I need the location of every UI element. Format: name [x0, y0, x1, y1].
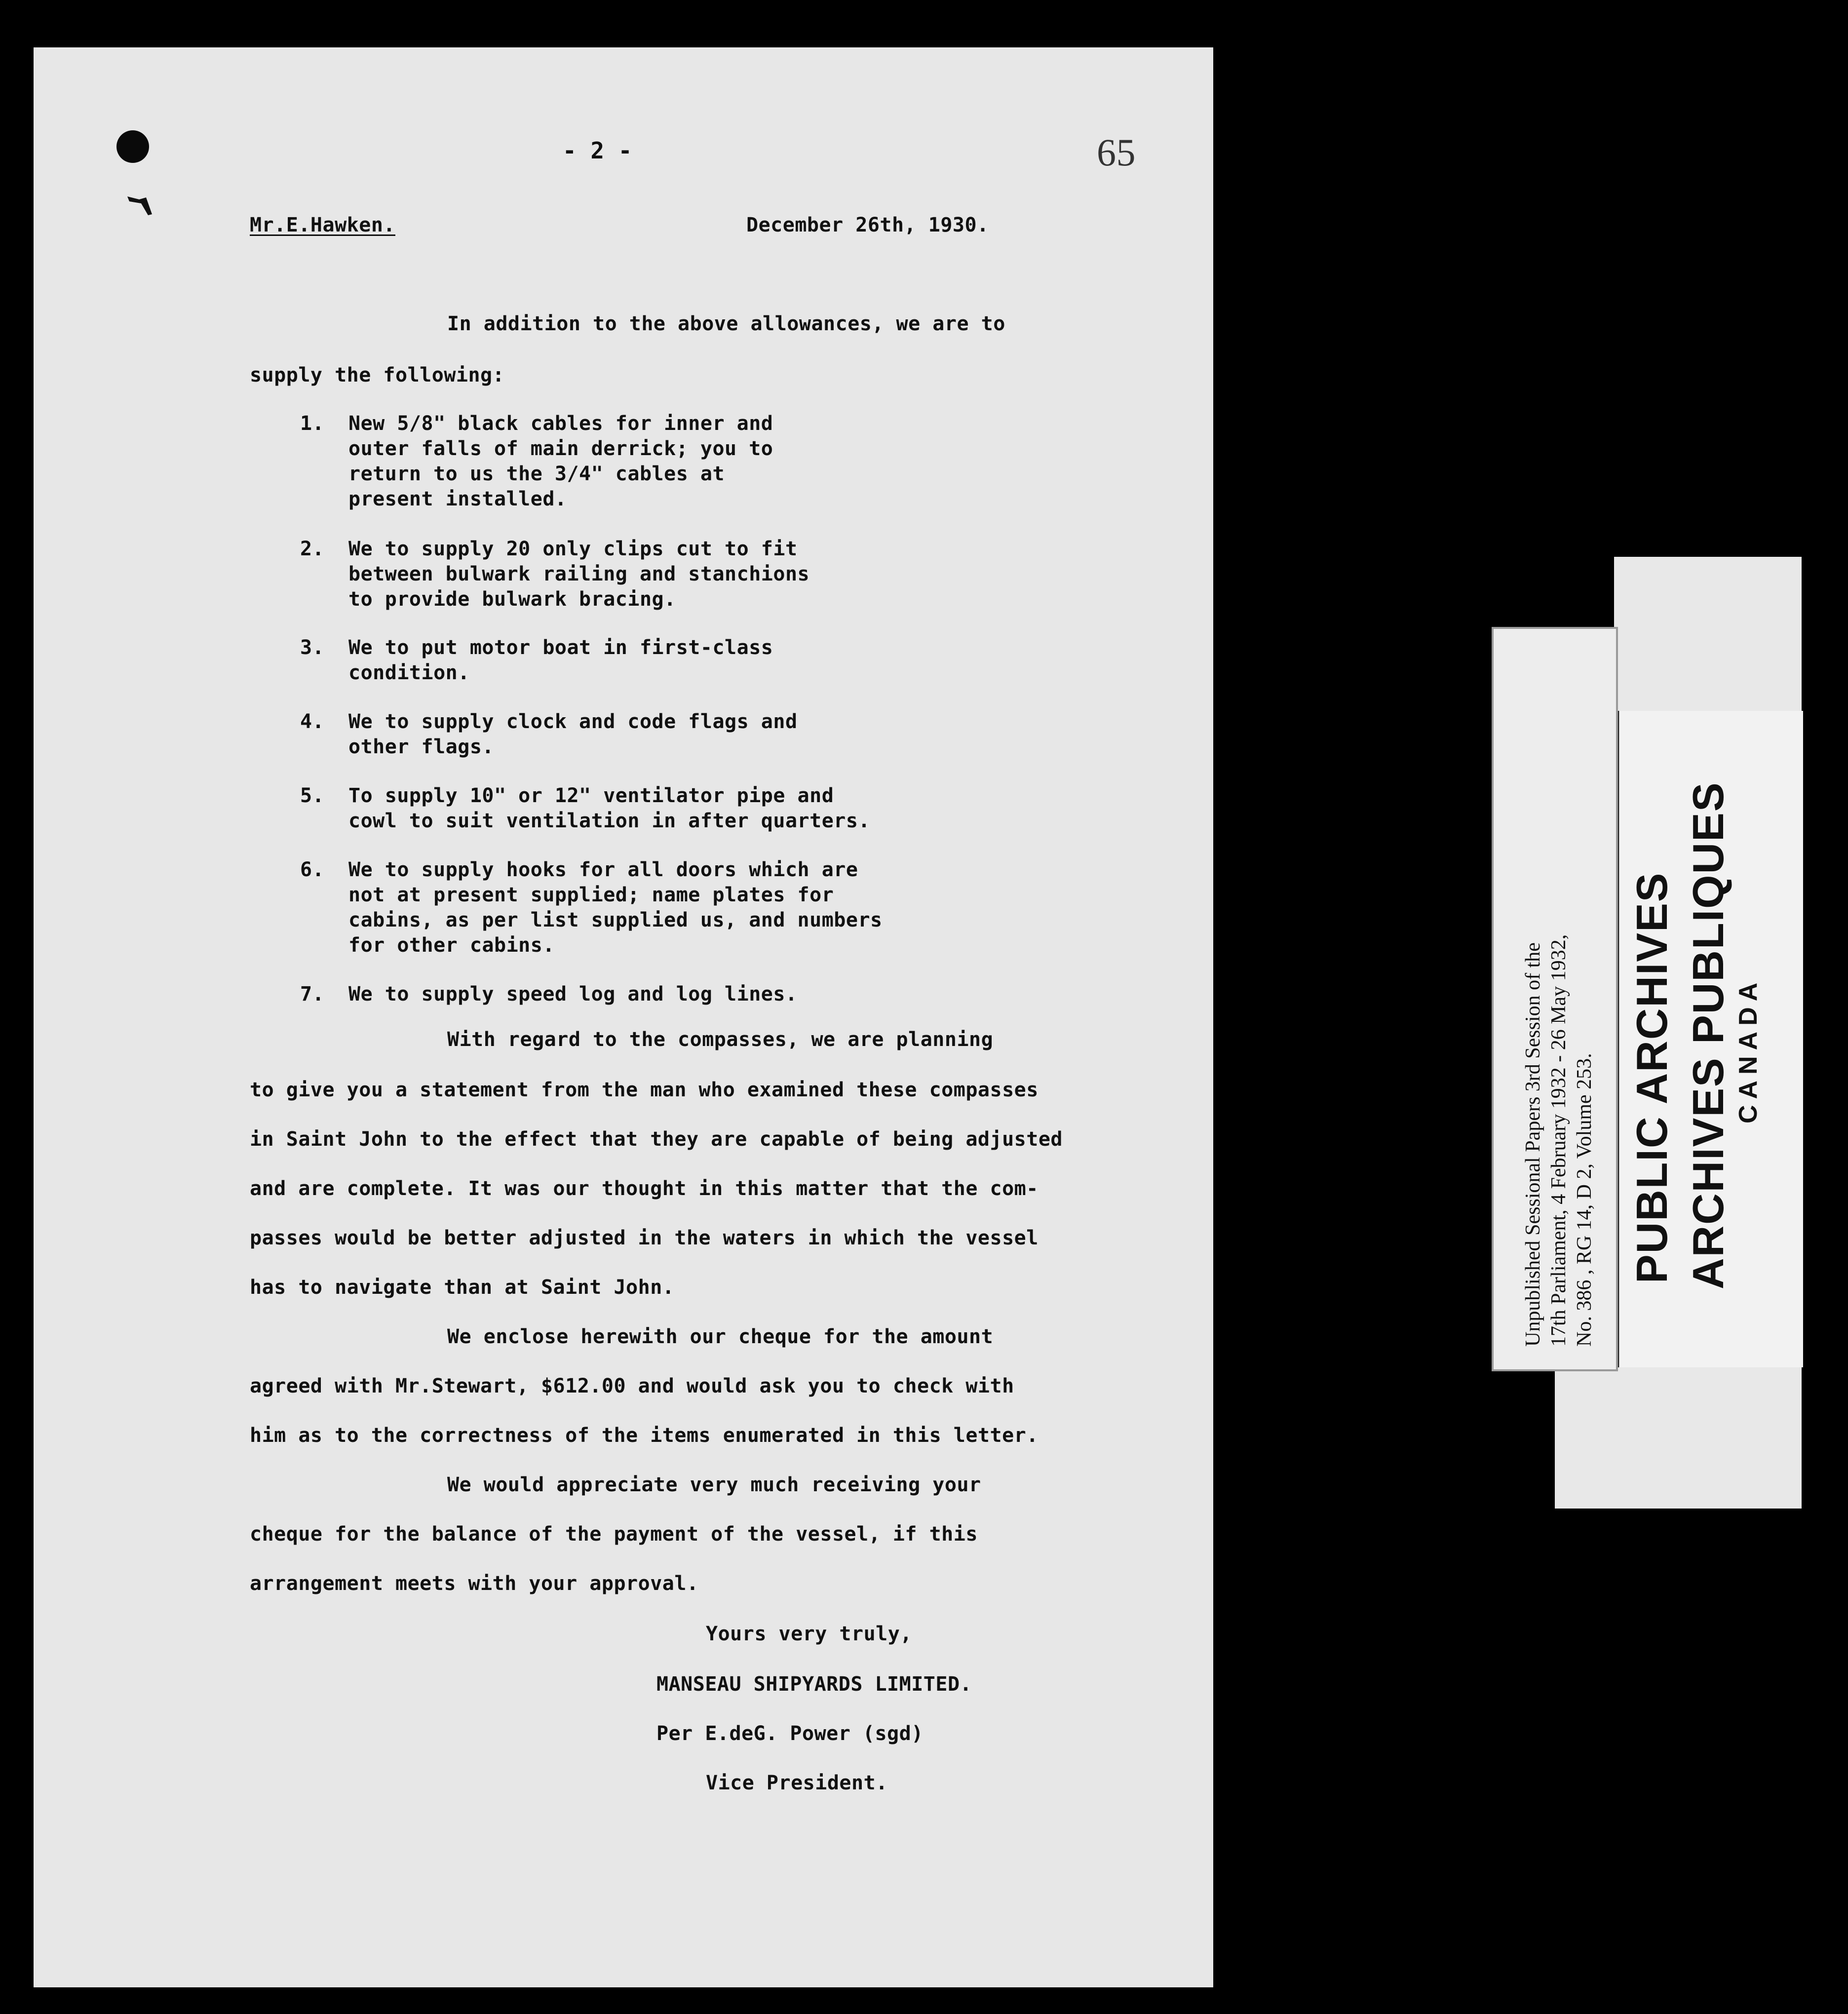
- punch-hole: [116, 130, 149, 163]
- list-item-line: cabins, as per list supplied us, and numbers: [348, 909, 883, 931]
- intro-line: supply the following:: [250, 364, 505, 387]
- list-item-line: We to supply hooks for all doors which are: [348, 858, 858, 881]
- folio-number: 65: [1097, 131, 1136, 174]
- list-item-line: between bulwark railing and stanchions: [348, 563, 810, 585]
- archive-label-line: Unpublished Sessional Papers 3rd Session of the: [1522, 942, 1544, 1347]
- body-line: arrangement meets with your approval.: [250, 1572, 699, 1595]
- list-item-line: To supply 10" or 12" ventilator pipe and: [348, 784, 834, 807]
- list-item-line: We to supply 20 only clips cut to fit: [348, 538, 798, 560]
- list-item-line: other flags.: [348, 736, 494, 758]
- list-item-line: outer falls of main derrick; you to: [348, 437, 773, 460]
- list-item-line: cowl to suit ventilation in after quarters.: [348, 810, 871, 832]
- body-line: and are complete. It was our thought in this matter that the com-: [250, 1177, 1039, 1200]
- addressee: Mr.E.Hawken.: [250, 214, 395, 236]
- list-item-line: not at present supplied; name plates for: [348, 884, 834, 906]
- body-line: him as to the correctness of the items enumerated in this letter.: [250, 1424, 1039, 1447]
- letter-date: December 26th, 1930.: [746, 214, 989, 236]
- list-item-line: present installed.: [348, 488, 567, 510]
- ink-mark: [126, 193, 156, 217]
- list-item-number: 5.: [300, 784, 325, 807]
- list-item-number: 2.: [300, 538, 325, 560]
- list-item-number: 4.: [300, 710, 325, 733]
- body-line: We enclose herewith our cheque for the amount: [447, 1325, 994, 1348]
- list-item-line: to provide bulwark bracing.: [348, 588, 676, 611]
- page-number: - 2 -: [563, 137, 632, 164]
- letter-page: [34, 47, 1213, 1987]
- closing-salutation: Yours very truly,: [706, 1623, 912, 1645]
- signer-title: Vice President.: [706, 1772, 888, 1794]
- body-line: to give you a statement from the man who examined these compasses: [250, 1079, 1039, 1101]
- list-item-line: We to put motor boat in first-class: [348, 636, 773, 659]
- body-line: has to navigate than at Saint John.: [250, 1276, 675, 1299]
- body-line: in Saint John to the effect that they are capable of being adjusted: [250, 1128, 1063, 1151]
- stamp-archives-publiques: ARCHIVES PUBLIQUES: [1684, 781, 1732, 1289]
- archive-label-line: 17th Parliament, 4 February 1932 - 26 May 1932,: [1547, 934, 1570, 1347]
- intro-line: In addition to the above allowances, we are to: [447, 312, 1005, 335]
- body-line: agreed with Mr.Stewart, $612.00 and would ask you to check with: [250, 1375, 1014, 1397]
- stamp-public-archives: PUBLIC ARCHIVES: [1627, 872, 1676, 1283]
- signer: Per E.deG. Power (sgd): [656, 1722, 924, 1745]
- list-item-number: 6.: [300, 858, 325, 881]
- list-item-line: We to supply clock and code flags and: [348, 710, 798, 733]
- list-item-line: We to supply speed log and log lines.: [348, 983, 798, 1006]
- list-item-line: for other cabins.: [348, 934, 555, 957]
- list-item-line: New 5/8" black cables for inner and: [348, 412, 773, 435]
- list-item-number: 1.: [300, 412, 325, 435]
- list-item-line: return to us the 3/4" cables at: [348, 463, 725, 485]
- body-line: We would appreciate very much receiving your: [447, 1473, 981, 1496]
- body-line: With regard to the compasses, we are planning: [447, 1028, 994, 1051]
- list-item-number: 7.: [300, 983, 325, 1006]
- stamp-canada: CANADA: [1734, 976, 1763, 1123]
- tag-fold-line: [1618, 711, 1619, 1367]
- list-item-line: condition.: [348, 661, 470, 684]
- archive-label-line: No. 386 , RG 14, D 2, Volume 253.: [1573, 1053, 1596, 1347]
- body-line: cheque for the balance of the payment of the vessel, if this: [250, 1523, 978, 1546]
- list-item-number: 3.: [300, 636, 325, 659]
- company-name: MANSEAU SHIPYARDS LIMITED.: [656, 1673, 972, 1696]
- body-line: passes would be better adjusted in the waters in which the vessel: [250, 1227, 1039, 1249]
